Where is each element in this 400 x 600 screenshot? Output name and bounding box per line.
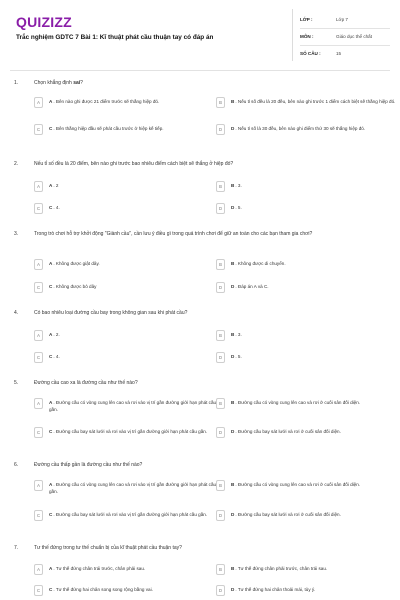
option-text: D. Đường cầu bay sát lưới và rơi ở cuối sân đối diện. (231, 429, 341, 434)
option-label: Không được bỏ dây (55, 284, 97, 289)
option-badge[interactable]: D (216, 203, 225, 214)
option-text: D. Tư thế đứng hai chân thoải mái, tùy ý. (231, 587, 316, 592)
header-divider (292, 9, 293, 61)
meta-value: Giáo dục thể chất (336, 34, 373, 39)
question-text: Đường cầu thấp gần là đường cầu như thế nào? (34, 462, 143, 468)
option-letter: D (231, 587, 235, 592)
option-label: Tư thế đứng chân phải trước, chân trái sau. (237, 566, 328, 571)
option-text: A. Đường cầu có vòng cung lên cao và rơi vào vị trí gần đường giới hạn phát cầu gần. (49, 400, 217, 412)
option-badge[interactable]: C (34, 427, 43, 438)
option-badge[interactable]: D (216, 282, 225, 293)
document-header (0, 0, 400, 68)
question-text-suffix: ? (80, 80, 83, 86)
option-label: Đường cầu bay sát lưới và rơi vào vị trí gần đường giới hạn phát cầu gần. (55, 429, 208, 434)
option-label: Đường cầu bay sát lưới và rơi vào vị trí gần đường giới hạn phát cầu gần. (55, 512, 208, 517)
option-badge[interactable]: A (34, 259, 43, 270)
option-label: Đường cầu bay sát lưới và rơi ở cuối sân đối diện. (237, 512, 341, 517)
option-label: Đáp án A và C. (237, 284, 269, 289)
option-label: Đường cầu có vòng cung lên cao và rơi ở cuối sân đối diện. (237, 400, 361, 405)
question-text: Trong trò chơi hỗ trợ khởi động "Giành cầu", cần lưu ý điều gì trong quá trình chơi để giữ an toàn cho các bạn tham gia chơi? (34, 231, 313, 237)
question-number: 5. (14, 380, 19, 386)
header-separator (10, 70, 390, 71)
option-badge[interactable]: A (34, 330, 43, 341)
option-text: A. Tư thế đứng chân trái trước, chân phải sau. (49, 566, 146, 571)
question-number: 4. (14, 310, 19, 316)
option-letter: C (49, 354, 53, 359)
option-letter: A (49, 99, 53, 104)
option-label: Đường cầu bay sát lưới và rơi ở cuối sân đối diện. (237, 429, 341, 434)
option-label: 2 (55, 183, 59, 188)
option-text: B. Đường cầu có vòng cung lên cao và rơi ở cuối sân đối diện. (231, 400, 361, 405)
meta-row-class (300, 12, 390, 29)
option-letter: A (49, 482, 53, 487)
option-letter: A (49, 566, 53, 571)
option-letter: C (49, 205, 53, 210)
option-text: A. 2 (49, 183, 59, 188)
meta-key: MÔN : (300, 34, 314, 39)
option-badge[interactable]: D (216, 124, 225, 135)
option-text: C. Tư thế đứng hai chân song song rộng bằng vai. (49, 587, 153, 592)
option-letter: B (231, 99, 235, 104)
option-text: A. Đường cầu có vòng cung lên cao và rơi vào vị trí gần đường giới hạn phát cầu gần. (49, 482, 217, 494)
option-label: Nếu tỉ số đều là 20 đều, bên nào ghi trước 1 điểm cách biệt sẽ thắng hiệp đó. (237, 99, 396, 104)
meta-table (300, 12, 390, 63)
option-letter: D (231, 205, 235, 210)
option-badge[interactable]: D (216, 427, 225, 438)
option-text: D. 5. (231, 205, 242, 210)
option-label: 3. (237, 183, 242, 188)
option-badge[interactable]: D (216, 585, 225, 596)
option-label: 4. (55, 205, 60, 210)
option-badge[interactable]: D (216, 352, 225, 363)
meta-row-subject (300, 29, 390, 46)
option-letter: D (231, 429, 235, 434)
question-number: 1. (14, 80, 19, 86)
option-badge[interactable]: D (216, 510, 225, 521)
option-badge[interactable]: A (34, 480, 43, 491)
option-text: A. Bên nào ghi được 21 điểm trước sẽ thắng hiệp đó. (49, 99, 160, 104)
option-label: Tư thế đứng hai chân song song rộng bằng vai. (55, 587, 153, 592)
meta-row-count (300, 46, 390, 63)
option-text: C. Không được bỏ dây (49, 284, 97, 289)
option-letter: C (49, 126, 53, 131)
question-text: Nếu tỉ số đều là 20 điểm, bên nào ghi trước bao nhiêu điểm cách biệt sẽ thắng ở hiệp đó? (34, 161, 234, 167)
meta-key: LỚP : (300, 17, 313, 22)
option-letter: B (231, 400, 235, 405)
option-label: Không được giật dây. (55, 261, 100, 266)
option-badge[interactable]: C (34, 124, 43, 135)
option-letter: B (231, 183, 235, 188)
option-badge[interactable]: A (34, 398, 43, 409)
option-badge[interactable]: C (34, 352, 43, 363)
option-label: Tư thế đứng chân trái trước, chân phải sau. (55, 566, 146, 571)
option-letter: A (49, 332, 53, 337)
option-badge[interactable]: A (34, 97, 43, 108)
option-letter: B (231, 261, 235, 266)
option-letter: C (49, 429, 53, 434)
option-letter: B (231, 566, 235, 571)
option-label: Bên nào ghi được 21 điểm trước sẽ thắng hiệp đó. (55, 99, 160, 104)
option-letter: D (231, 126, 235, 131)
option-text: D. Nếu tỉ số là 30 đều, bên nào ghi điểm thứ 30 sẽ thắng hiệp đó. (231, 126, 366, 131)
option-label: Bên thắng hiệp đầu sẽ phát cầu trước ở hiệp kế tiếp. (55, 126, 164, 131)
option-text: B. Tư thế đứng chân phải trước, chân trái sau. (231, 566, 328, 571)
question-text: Tư thế đứng trong tư thế chuẩn bị của kĩ thuật phát cầu thuận tay? (34, 545, 182, 551)
page-title: Trắc nghiệm GDTC 7 Bài 1: Kĩ thuật phát cầu thuận tay có đáp án (16, 34, 214, 41)
question-number: 2. (14, 161, 19, 167)
option-letter: C (49, 284, 53, 289)
option-label: Đường cầu có vòng cung lên cao và rơi vào vị trí gần đường giới hạn phát cầu gần. (49, 400, 217, 412)
option-text: D. 5. (231, 354, 242, 359)
option-letter: B (231, 332, 235, 337)
option-badge[interactable]: B (216, 564, 225, 575)
option-letter: A (49, 261, 53, 266)
question-text: Có bao nhiêu loại đường cầu bay trong không gian sau khi phát cầu? (34, 310, 188, 316)
option-badge[interactable]: B (216, 259, 225, 270)
option-text: A. Không được giật dây. (49, 261, 100, 266)
option-label: Đường cầu có vòng cung lên cao và rơi vào vị trí gần đường giới hạn phát cầu gần. (49, 482, 217, 494)
option-text: D. Đáp án A và C. (231, 284, 269, 289)
option-text: B. 3. (231, 332, 242, 337)
question-number: 7. (14, 545, 19, 551)
option-text: B. Nếu tỉ số đều là 20 đều, bên nào ghi trước 1 điểm cách biệt sẽ thắng hiệp đó. (231, 99, 396, 104)
option-badge[interactable]: C (34, 510, 43, 521)
option-letter: B (231, 482, 235, 487)
meta-value: Lớp 7 (336, 17, 348, 22)
option-letter: C (49, 587, 53, 592)
meta-value: 15 (336, 51, 342, 56)
option-badge[interactable]: C (34, 203, 43, 214)
question-number: 6. (14, 462, 19, 468)
question-text: Đường cầu cao xa là đường cầu như thế nào? (34, 380, 138, 386)
question-number: 3. (14, 231, 19, 237)
option-label: Đường cầu có vòng cung lên cao và rơi ở cuối sân đối diện. (237, 482, 361, 487)
option-label: 2. (55, 332, 60, 337)
option-badge[interactable]: C (34, 585, 43, 596)
option-badge[interactable]: A (34, 181, 43, 192)
option-label: Nếu tỉ số là 30 đều, bên nào ghi điểm thứ 30 sẽ thắng hiệp đó. (237, 126, 366, 131)
option-badge[interactable]: B (216, 480, 225, 491)
option-badge[interactable]: B (216, 181, 225, 192)
option-letter: D (231, 354, 235, 359)
option-badge[interactable]: B (216, 398, 225, 409)
question-text (34, 80, 386, 88)
quizizz-logo: QUIZIZZ (16, 14, 72, 30)
option-text: C. 4. (49, 205, 60, 210)
option-text: C. Đường cầu bay sát lưới và rơi vào vị trí gần đường giới hạn phát cầu gần. (49, 512, 208, 517)
option-label: Không được di chuyển. (237, 261, 286, 266)
option-text: C. Đường cầu bay sát lưới và rơi vào vị trí gần đường giới hạn phát cầu gần. (49, 429, 208, 434)
option-badge[interactable]: B (216, 97, 225, 108)
option-text: B. 3. (231, 183, 242, 188)
option-text: D. Đường cầu bay sát lưới và rơi ở cuối sân đối diện. (231, 512, 341, 517)
option-letter: C (49, 512, 53, 517)
option-text: A. 2. (49, 332, 60, 337)
option-label: 4. (55, 354, 60, 359)
option-label: 5. (237, 354, 242, 359)
option-text: B. Đường cầu có vòng cung lên cao và rơi ở cuối sân đối diện. (231, 482, 361, 487)
meta-key: SỐ CÂU : (300, 51, 321, 56)
option-letter: A (49, 400, 53, 405)
option-badge[interactable]: A (34, 564, 43, 575)
option-badge[interactable]: C (34, 282, 43, 293)
option-letter: A (49, 183, 53, 188)
option-text: C. 4. (49, 354, 60, 359)
option-text: B. Không được di chuyển. (231, 261, 286, 266)
option-badge[interactable]: B (216, 330, 225, 341)
option-letter: D (231, 512, 235, 517)
question-text-emphasis: sai (73, 80, 81, 86)
question-text-prefix: Chọn khẳng định (34, 80, 74, 86)
option-letter: D (231, 284, 235, 289)
option-text: C. Bên thắng hiệp đầu sẽ phát cầu trước ở hiệp kế tiếp. (49, 126, 164, 131)
option-label: 3. (237, 332, 242, 337)
option-label: Tư thế đứng hai chân thoải mái, tùy ý. (237, 587, 316, 592)
option-label: 5. (237, 205, 242, 210)
